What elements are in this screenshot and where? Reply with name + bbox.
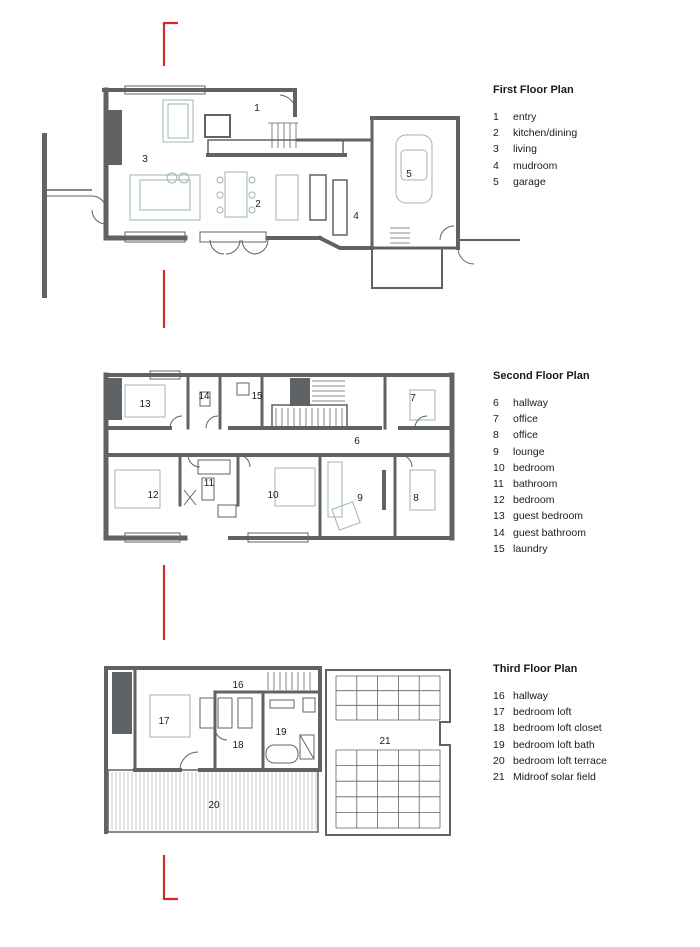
legend-item: 18 bedroom loft closet (493, 722, 602, 735)
room-label-15: 15 (251, 391, 263, 402)
room-label-7: 7 (410, 393, 416, 404)
legend-item: 1 entry (493, 111, 537, 123)
legend-item: 5 garage (493, 175, 546, 188)
chimney (106, 378, 122, 420)
legend-item: 10 bedroom (493, 461, 555, 474)
room-label-5: 5 (406, 169, 412, 180)
legend-second-floor (493, 370, 693, 557)
legend-title: Third Floor Plan (493, 663, 578, 675)
legend-item: 4 mudroom (493, 159, 558, 172)
room-label-11: 11 (203, 478, 215, 489)
legend-item: 21 Midroof solar field (493, 771, 596, 784)
legend-item: 9 lounge (493, 445, 545, 458)
legend-item: 14 guest bathroom (493, 526, 586, 539)
bed-10 (275, 468, 315, 506)
legend-item: 13 guest bedroom (493, 510, 584, 523)
legend-title: Second Floor Plan (493, 370, 590, 382)
legend-item: 16 hallway (493, 690, 549, 702)
legend-item: 11 bathroom (493, 478, 558, 491)
room-label-10: 10 (267, 490, 279, 501)
first-floor-plan (42, 86, 520, 298)
room-label-16: 16 (232, 680, 244, 691)
second-floor-plan (106, 371, 452, 542)
room-label-4: 4 (353, 211, 359, 222)
dining-table (225, 172, 247, 217)
chimney-top (112, 672, 132, 734)
fireplace (106, 110, 122, 165)
legend-item: 20 bedroom loft terrace (493, 754, 607, 767)
room-label-13: 13 (139, 399, 151, 410)
room-label-9: 9 (357, 493, 363, 504)
room-label-20: 20 (208, 800, 220, 811)
section-marker-bottom (164, 855, 178, 900)
legend-item: 19 bedroom loft bath (493, 738, 595, 751)
room-label-18: 18 (232, 740, 244, 751)
room-label-19: 19 (275, 727, 287, 738)
legend-first-floor (493, 84, 693, 190)
room-label-14: 14 (198, 391, 210, 402)
bed-12 (115, 470, 160, 508)
legend-item: 8 office (493, 429, 538, 442)
room-label-3: 3 (142, 154, 148, 165)
section-marker-top (164, 22, 178, 66)
legend-item: 12 bedroom (493, 494, 555, 507)
retaining-wall (42, 133, 47, 298)
legend-item: 6 hallway (493, 397, 549, 409)
room-label-12: 12 (147, 490, 159, 501)
room-label-8: 8 (413, 493, 419, 504)
room-label-2: 2 (255, 199, 261, 210)
legend-item: 17 bedroom loft (493, 706, 572, 719)
bed-loft (150, 695, 190, 737)
room-label-6: 6 (354, 436, 360, 447)
room-label-17: 17 (158, 716, 170, 727)
legend-title: First Floor Plan (493, 84, 574, 96)
legend-item: 15 laundry (493, 542, 548, 555)
solar-field (326, 670, 450, 835)
legend-item: 7 office (493, 413, 538, 426)
legend-item: 3 living (493, 143, 537, 156)
legend-item: 2 kitchen/dining (493, 127, 578, 140)
third-floor-plan (106, 668, 450, 835)
kitchen-island (276, 175, 298, 220)
room-label-21: 21 (379, 736, 391, 747)
legend-third-floor (493, 663, 693, 785)
room-label-1: 1 (254, 103, 260, 114)
